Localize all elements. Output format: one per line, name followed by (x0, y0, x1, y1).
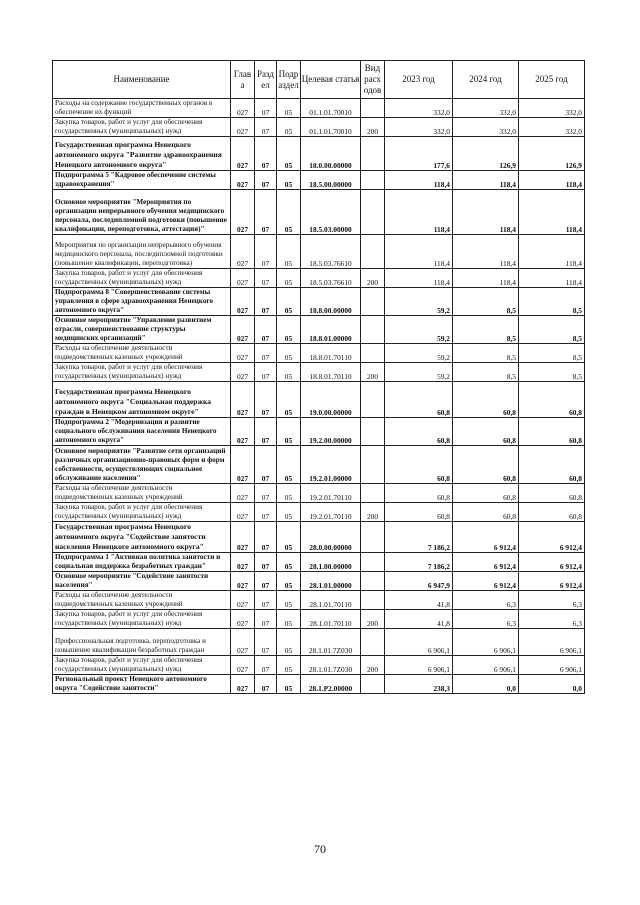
row-podrazdel: 05 (277, 316, 301, 344)
row-amount-2023: 60,8 (385, 446, 453, 484)
row-razdel: 07 (255, 553, 277, 572)
header-year-2024: 2024 год (453, 61, 519, 99)
table-row (53, 656, 585, 675)
row-glava: 027 (231, 446, 255, 484)
row-razdel: 07 (255, 363, 277, 382)
row-vid-rashodov (361, 137, 385, 171)
budget-table (52, 60, 585, 694)
row-glava: 027 (231, 118, 255, 137)
row-podrazdel: 05 (277, 99, 301, 118)
row-amount-2025: 6 912,4 (519, 572, 585, 591)
row-razdel: 07 (255, 656, 277, 675)
row-amount-2023: 60,8 (385, 382, 453, 418)
row-amount-2024: 6 912,4 (453, 553, 519, 572)
row-amount-2025: 0,0 (519, 675, 585, 694)
row-glava: 027 (231, 656, 255, 675)
row-glava: 027 (231, 522, 255, 553)
row-amount-2025: 8,5 (519, 316, 585, 344)
row-name: Подпрограмма 2 "Модернизация и развитие социального обслуживания населения Ненецкого автономного округа" (53, 418, 231, 446)
row-amount-2024: 118,4 (453, 190, 519, 235)
row-razdel: 07 (255, 344, 277, 363)
row-podrazdel: 05 (277, 629, 301, 656)
row-podrazdel: 05 (277, 118, 301, 137)
row-name: Расходы на содержание государственных органов в обеспечение их функций (53, 99, 231, 118)
table-row (53, 591, 585, 610)
row-amount-2023: 7 186,2 (385, 522, 453, 553)
row-tselevaya-statya: 28.1.01.7Z030 (301, 656, 361, 675)
row-tselevaya-statya: 19.2.01.70110 (301, 484, 361, 503)
row-razdel: 07 (255, 288, 277, 316)
row-glava: 027 (231, 344, 255, 363)
table-row (53, 675, 585, 694)
row-podrazdel: 05 (277, 344, 301, 363)
row-glava: 027 (231, 316, 255, 344)
row-glava: 027 (231, 171, 255, 190)
table-row (53, 99, 585, 118)
row-amount-2024: 126,9 (453, 137, 519, 171)
row-razdel: 07 (255, 591, 277, 610)
row-amount-2023: 41,8 (385, 591, 453, 610)
row-glava: 027 (231, 418, 255, 446)
row-amount-2023: 59,2 (385, 316, 453, 344)
row-name: Расходы на обеспечение деятельности подведомственных казенных учреждений (53, 344, 231, 363)
row-amount-2024: 332,0 (453, 99, 519, 118)
header-razdel: Разд ел (255, 61, 277, 99)
row-vid-rashodov: 200 (361, 118, 385, 137)
table-row (53, 288, 585, 316)
row-amount-2023: 7 186,2 (385, 553, 453, 572)
row-tselevaya-statya: 18.5.00.00000 (301, 171, 361, 190)
row-podrazdel: 05 (277, 572, 301, 591)
header-name: Наименование (53, 61, 231, 99)
table-row (53, 269, 585, 288)
table-row (53, 572, 585, 591)
row-name: Основное мероприятие "Управление развитием отрасли, совершенствование структуры медицинских организаций" (53, 316, 231, 344)
row-vid-rashodov (361, 288, 385, 316)
row-amount-2025: 118,4 (519, 235, 585, 269)
row-vid-rashodov (361, 553, 385, 572)
row-razdel: 07 (255, 118, 277, 137)
row-tselevaya-statya: 18.8.01.70110 (301, 344, 361, 363)
row-amount-2023: 118,4 (385, 235, 453, 269)
row-amount-2023: 332,0 (385, 99, 453, 118)
row-tselevaya-statya: 28.1.01.00000 (301, 572, 361, 591)
row-podrazdel: 05 (277, 656, 301, 675)
row-glava: 027 (231, 269, 255, 288)
table-row (53, 363, 585, 382)
row-name: Государственная программа Ненецкого автономного округа "Содействие занятости населения Ненецкого автономного округа" (53, 522, 231, 553)
row-tselevaya-statya: 18.8.00.00000 (301, 288, 361, 316)
row-tselevaya-statya: 19.0.00.00000 (301, 382, 361, 418)
row-razdel: 07 (255, 418, 277, 446)
row-amount-2024: 60,8 (453, 382, 519, 418)
row-amount-2023: 6 947,9 (385, 572, 453, 591)
row-tselevaya-statya: 28.1.01.70110 (301, 591, 361, 610)
row-amount-2025: 118,4 (519, 171, 585, 190)
row-tselevaya-statya: 18.5.03.00000 (301, 190, 361, 235)
row-amount-2025: 332,0 (519, 99, 585, 118)
row-amount-2024: 118,4 (453, 269, 519, 288)
row-name: Закупка товаров, работ и услуг для обеспечения государственных (муниципальных) нужд (53, 269, 231, 288)
table-row (53, 118, 585, 137)
table-row (53, 190, 585, 235)
row-vid-rashodov (361, 316, 385, 344)
row-amount-2025: 6 912,4 (519, 553, 585, 572)
table-row (53, 171, 585, 190)
row-tselevaya-statya: 18.8.01.70110 (301, 363, 361, 382)
row-name: Подпрограмма 5 "Кадровое обеспечение системы здравоохранения" (53, 171, 231, 190)
row-glava: 027 (231, 572, 255, 591)
row-razdel: 07 (255, 190, 277, 235)
row-amount-2025: 118,4 (519, 190, 585, 235)
row-name: Расходы на обеспечение деятельности подведомственных казенных учреждений (53, 484, 231, 503)
row-vid-rashodov (361, 675, 385, 694)
row-tselevaya-statya: 01.1.01.70010 (301, 118, 361, 137)
row-vid-rashodov (361, 629, 385, 656)
table-row (53, 553, 585, 572)
row-amount-2024: 8,5 (453, 288, 519, 316)
row-name: Закупка товаров, работ и услуг для обеспечения государственных (муниципальных) нужд (53, 656, 231, 675)
row-razdel: 07 (255, 675, 277, 694)
row-podrazdel: 05 (277, 418, 301, 446)
table-row (53, 522, 585, 553)
row-tselevaya-statya: 28.1.00.00000 (301, 553, 361, 572)
row-vid-rashodov: 200 (361, 363, 385, 382)
row-podrazdel: 05 (277, 446, 301, 484)
header-vid-rashodov: Вид расх одов (361, 61, 385, 99)
row-amount-2024: 6 912,4 (453, 572, 519, 591)
row-glava: 027 (231, 503, 255, 522)
row-tselevaya-statya: 28.1.P2.00000 (301, 675, 361, 694)
row-glava: 027 (231, 484, 255, 503)
row-amount-2023: 59,2 (385, 344, 453, 363)
row-amount-2023: 41,8 (385, 610, 453, 629)
row-vid-rashodov (361, 572, 385, 591)
row-vid-rashodov (361, 344, 385, 363)
row-podrazdel: 05 (277, 190, 301, 235)
row-vid-rashodov (361, 99, 385, 118)
row-glava: 027 (231, 235, 255, 269)
row-tselevaya-statya: 18.0.00.00000 (301, 137, 361, 171)
row-razdel: 07 (255, 316, 277, 344)
row-vid-rashodov (361, 171, 385, 190)
row-amount-2023: 60,8 (385, 418, 453, 446)
row-amount-2024: 60,8 (453, 503, 519, 522)
header-year-2023: 2023 год (385, 61, 453, 99)
row-amount-2025: 60,8 (519, 382, 585, 418)
row-vid-rashodov: 200 (361, 503, 385, 522)
table-row (53, 344, 585, 363)
row-name: Расходы на обеспечение деятельности подведомственных казенных учреждений (53, 591, 231, 610)
row-razdel: 07 (255, 446, 277, 484)
row-amount-2024: 6 906,1 (453, 629, 519, 656)
row-podrazdel: 05 (277, 675, 301, 694)
table-body (53, 99, 585, 694)
row-podrazdel: 05 (277, 610, 301, 629)
table-row (53, 446, 585, 484)
row-name: Закупка товаров, работ и услуг для обеспечения государственных (муниципальных) нужд (53, 610, 231, 629)
table-row (53, 610, 585, 629)
row-podrazdel: 05 (277, 171, 301, 190)
row-tselevaya-statya: 28.1.01.70110 (301, 610, 361, 629)
row-podrazdel: 05 (277, 269, 301, 288)
row-amount-2023: 118,4 (385, 190, 453, 235)
row-amount-2024: 332,0 (453, 118, 519, 137)
row-amount-2024: 6 906,1 (453, 656, 519, 675)
table-row (53, 629, 585, 656)
row-name: Основное мероприятие "Мероприятия по организации непрерывного обучения медицинского персонала, последипломной подготовки (повышение квалификации, переподготовка, аттестация)" (53, 190, 231, 235)
table-row (53, 235, 585, 269)
row-amount-2024: 60,8 (453, 418, 519, 446)
row-glava: 027 (231, 137, 255, 171)
row-amount-2024: 60,8 (453, 484, 519, 503)
row-name: Закупка товаров, работ и услуг для обеспечения государственных (муниципальных) нужд (53, 118, 231, 137)
row-amount-2023: 332,0 (385, 118, 453, 137)
row-podrazdel: 05 (277, 553, 301, 572)
row-glava: 027 (231, 190, 255, 235)
row-razdel: 07 (255, 610, 277, 629)
row-name: Подпрограмма 8 "Совершенствование системы управления в сфере здравоохранения Ненецкого автономного округа" (53, 288, 231, 316)
row-name: Региональный проект Ненецкого автономного округа "Содействие занятости" (53, 675, 231, 694)
row-amount-2023: 118,4 (385, 269, 453, 288)
row-amount-2023: 238,3 (385, 675, 453, 694)
header-podrazdel: Подр аздел (277, 61, 301, 99)
row-amount-2024: 118,4 (453, 171, 519, 190)
table-row (53, 316, 585, 344)
row-glava: 027 (231, 675, 255, 694)
row-amount-2023: 60,8 (385, 503, 453, 522)
table-row (53, 137, 585, 171)
row-podrazdel: 05 (277, 503, 301, 522)
row-amount-2023: 6 906,1 (385, 656, 453, 675)
row-razdel: 07 (255, 629, 277, 656)
row-razdel: 07 (255, 99, 277, 118)
row-glava: 027 (231, 610, 255, 629)
row-amount-2023: 59,2 (385, 288, 453, 316)
row-vid-rashodov: 200 (361, 656, 385, 675)
row-podrazdel: 05 (277, 522, 301, 553)
row-glava: 027 (231, 591, 255, 610)
row-razdel: 07 (255, 269, 277, 288)
row-amount-2024: 118,4 (453, 235, 519, 269)
row-razdel: 07 (255, 484, 277, 503)
table-row (53, 382, 585, 418)
row-amount-2025: 60,8 (519, 484, 585, 503)
row-amount-2024: 6 912,4 (453, 522, 519, 553)
row-glava: 027 (231, 629, 255, 656)
row-tselevaya-statya: 28.0.00.00000 (301, 522, 361, 553)
row-podrazdel: 05 (277, 137, 301, 171)
header-row (53, 61, 585, 99)
row-vid-rashodov (361, 591, 385, 610)
row-name: Закупка товаров, работ и услуг для обеспечения государственных (муниципальных) нужд (53, 503, 231, 522)
row-tselevaya-statya: 18.8.01.00000 (301, 316, 361, 344)
row-amount-2025: 6,3 (519, 591, 585, 610)
row-amount-2025: 8,5 (519, 288, 585, 316)
row-vid-rashodov: 200 (361, 610, 385, 629)
row-name: Основное мероприятие "Развитие сети организаций различных организационно-правовых форм и форм собственности, осуществляющих социальное обслуживание населения" (53, 446, 231, 484)
row-name: Основное мероприятие "Содействие занятости населения" (53, 572, 231, 591)
row-tselevaya-statya: 19.2.01.70110 (301, 503, 361, 522)
row-podrazdel: 05 (277, 288, 301, 316)
row-tselevaya-statya: 19.2.01.00000 (301, 446, 361, 484)
row-amount-2025: 118,4 (519, 269, 585, 288)
row-podrazdel: 05 (277, 235, 301, 269)
budget-document (52, 60, 584, 694)
row-glava: 027 (231, 553, 255, 572)
row-vid-rashodov (361, 190, 385, 235)
row-amount-2023: 118,4 (385, 171, 453, 190)
row-amount-2023: 60,8 (385, 484, 453, 503)
row-amount-2025: 332,0 (519, 118, 585, 137)
row-tselevaya-statya: 18.5.03.76610 (301, 235, 361, 269)
row-vid-rashodov: 200 (361, 269, 385, 288)
row-amount-2024: 8,5 (453, 363, 519, 382)
page-number: 70 (314, 842, 326, 856)
row-amount-2025: 6 912,4 (519, 522, 585, 553)
row-amount-2024: 6,3 (453, 591, 519, 610)
row-name: Мероприятия по организации непрерывного обучения медицинского персонала, последипломной подготовки (повышение квалификации, переподготовка) (53, 235, 231, 269)
row-name: Государственная программа Ненецкого автономного округа "Развитие здравоохранения Ненецкого автономного округа" (53, 137, 231, 171)
row-amount-2023: 6 906,1 (385, 629, 453, 656)
row-amount-2024: 8,5 (453, 316, 519, 344)
row-vid-rashodov (361, 235, 385, 269)
row-amount-2024: 6,3 (453, 610, 519, 629)
row-amount-2024: 8,5 (453, 344, 519, 363)
row-amount-2025: 6,3 (519, 610, 585, 629)
row-vid-rashodov (361, 446, 385, 484)
row-razdel: 07 (255, 522, 277, 553)
row-podrazdel: 05 (277, 484, 301, 503)
row-amount-2025: 126,9 (519, 137, 585, 171)
table-row (53, 484, 585, 503)
row-amount-2025: 60,8 (519, 418, 585, 446)
row-amount-2025: 8,5 (519, 363, 585, 382)
row-amount-2024: 60,8 (453, 446, 519, 484)
row-razdel: 07 (255, 137, 277, 171)
table-row (53, 503, 585, 522)
row-name: Подпрограмма 1 "Активная политика занятости и социальная поддержка безработных граждан" (53, 553, 231, 572)
row-razdel: 07 (255, 572, 277, 591)
row-glava: 027 (231, 99, 255, 118)
row-amount-2024: 0,0 (453, 675, 519, 694)
row-amount-2023: 177,6 (385, 137, 453, 171)
row-razdel: 07 (255, 503, 277, 522)
row-tselevaya-statya: 18.5.03.76610 (301, 269, 361, 288)
header-year-2025: 2025 год (519, 61, 585, 99)
row-name: Закупка товаров, работ и услуг для обеспечения государственных (муниципальных) нужд (53, 363, 231, 382)
row-tselevaya-statya: 01.1.01.70010 (301, 99, 361, 118)
row-razdel: 07 (255, 235, 277, 269)
row-glava: 027 (231, 382, 255, 418)
row-glava: 027 (231, 288, 255, 316)
row-podrazdel: 05 (277, 363, 301, 382)
row-vid-rashodov (361, 484, 385, 503)
row-podrazdel: 05 (277, 382, 301, 418)
row-amount-2025: 6 906,1 (519, 656, 585, 675)
row-name: Профессиональная подготовка, переподготовка и повышение квалификации безработных граждан (53, 629, 231, 656)
row-amount-2025: 60,8 (519, 446, 585, 484)
row-vid-rashodov (361, 382, 385, 418)
row-tselevaya-statya: 19.2.00.00000 (301, 418, 361, 446)
row-amount-2025: 8,5 (519, 344, 585, 363)
row-vid-rashodov (361, 522, 385, 553)
row-amount-2025: 6 906,1 (519, 629, 585, 656)
row-razdel: 07 (255, 382, 277, 418)
row-glava: 027 (231, 363, 255, 382)
table-row (53, 418, 585, 446)
row-podrazdel: 05 (277, 591, 301, 610)
row-vid-rashodov (361, 418, 385, 446)
row-amount-2023: 59,2 (385, 363, 453, 382)
header-tselevaya-statya: Целевая статья (301, 61, 361, 99)
row-razdel: 07 (255, 171, 277, 190)
header-glava: Глав а (231, 61, 255, 99)
row-name: Государственная программа Ненецкого автономного округа "Социальная поддержка граждан в Ненецком автономном округе" (53, 382, 231, 418)
row-tselevaya-statya: 28.1.01.7Z030 (301, 629, 361, 656)
row-amount-2025: 60,8 (519, 503, 585, 522)
